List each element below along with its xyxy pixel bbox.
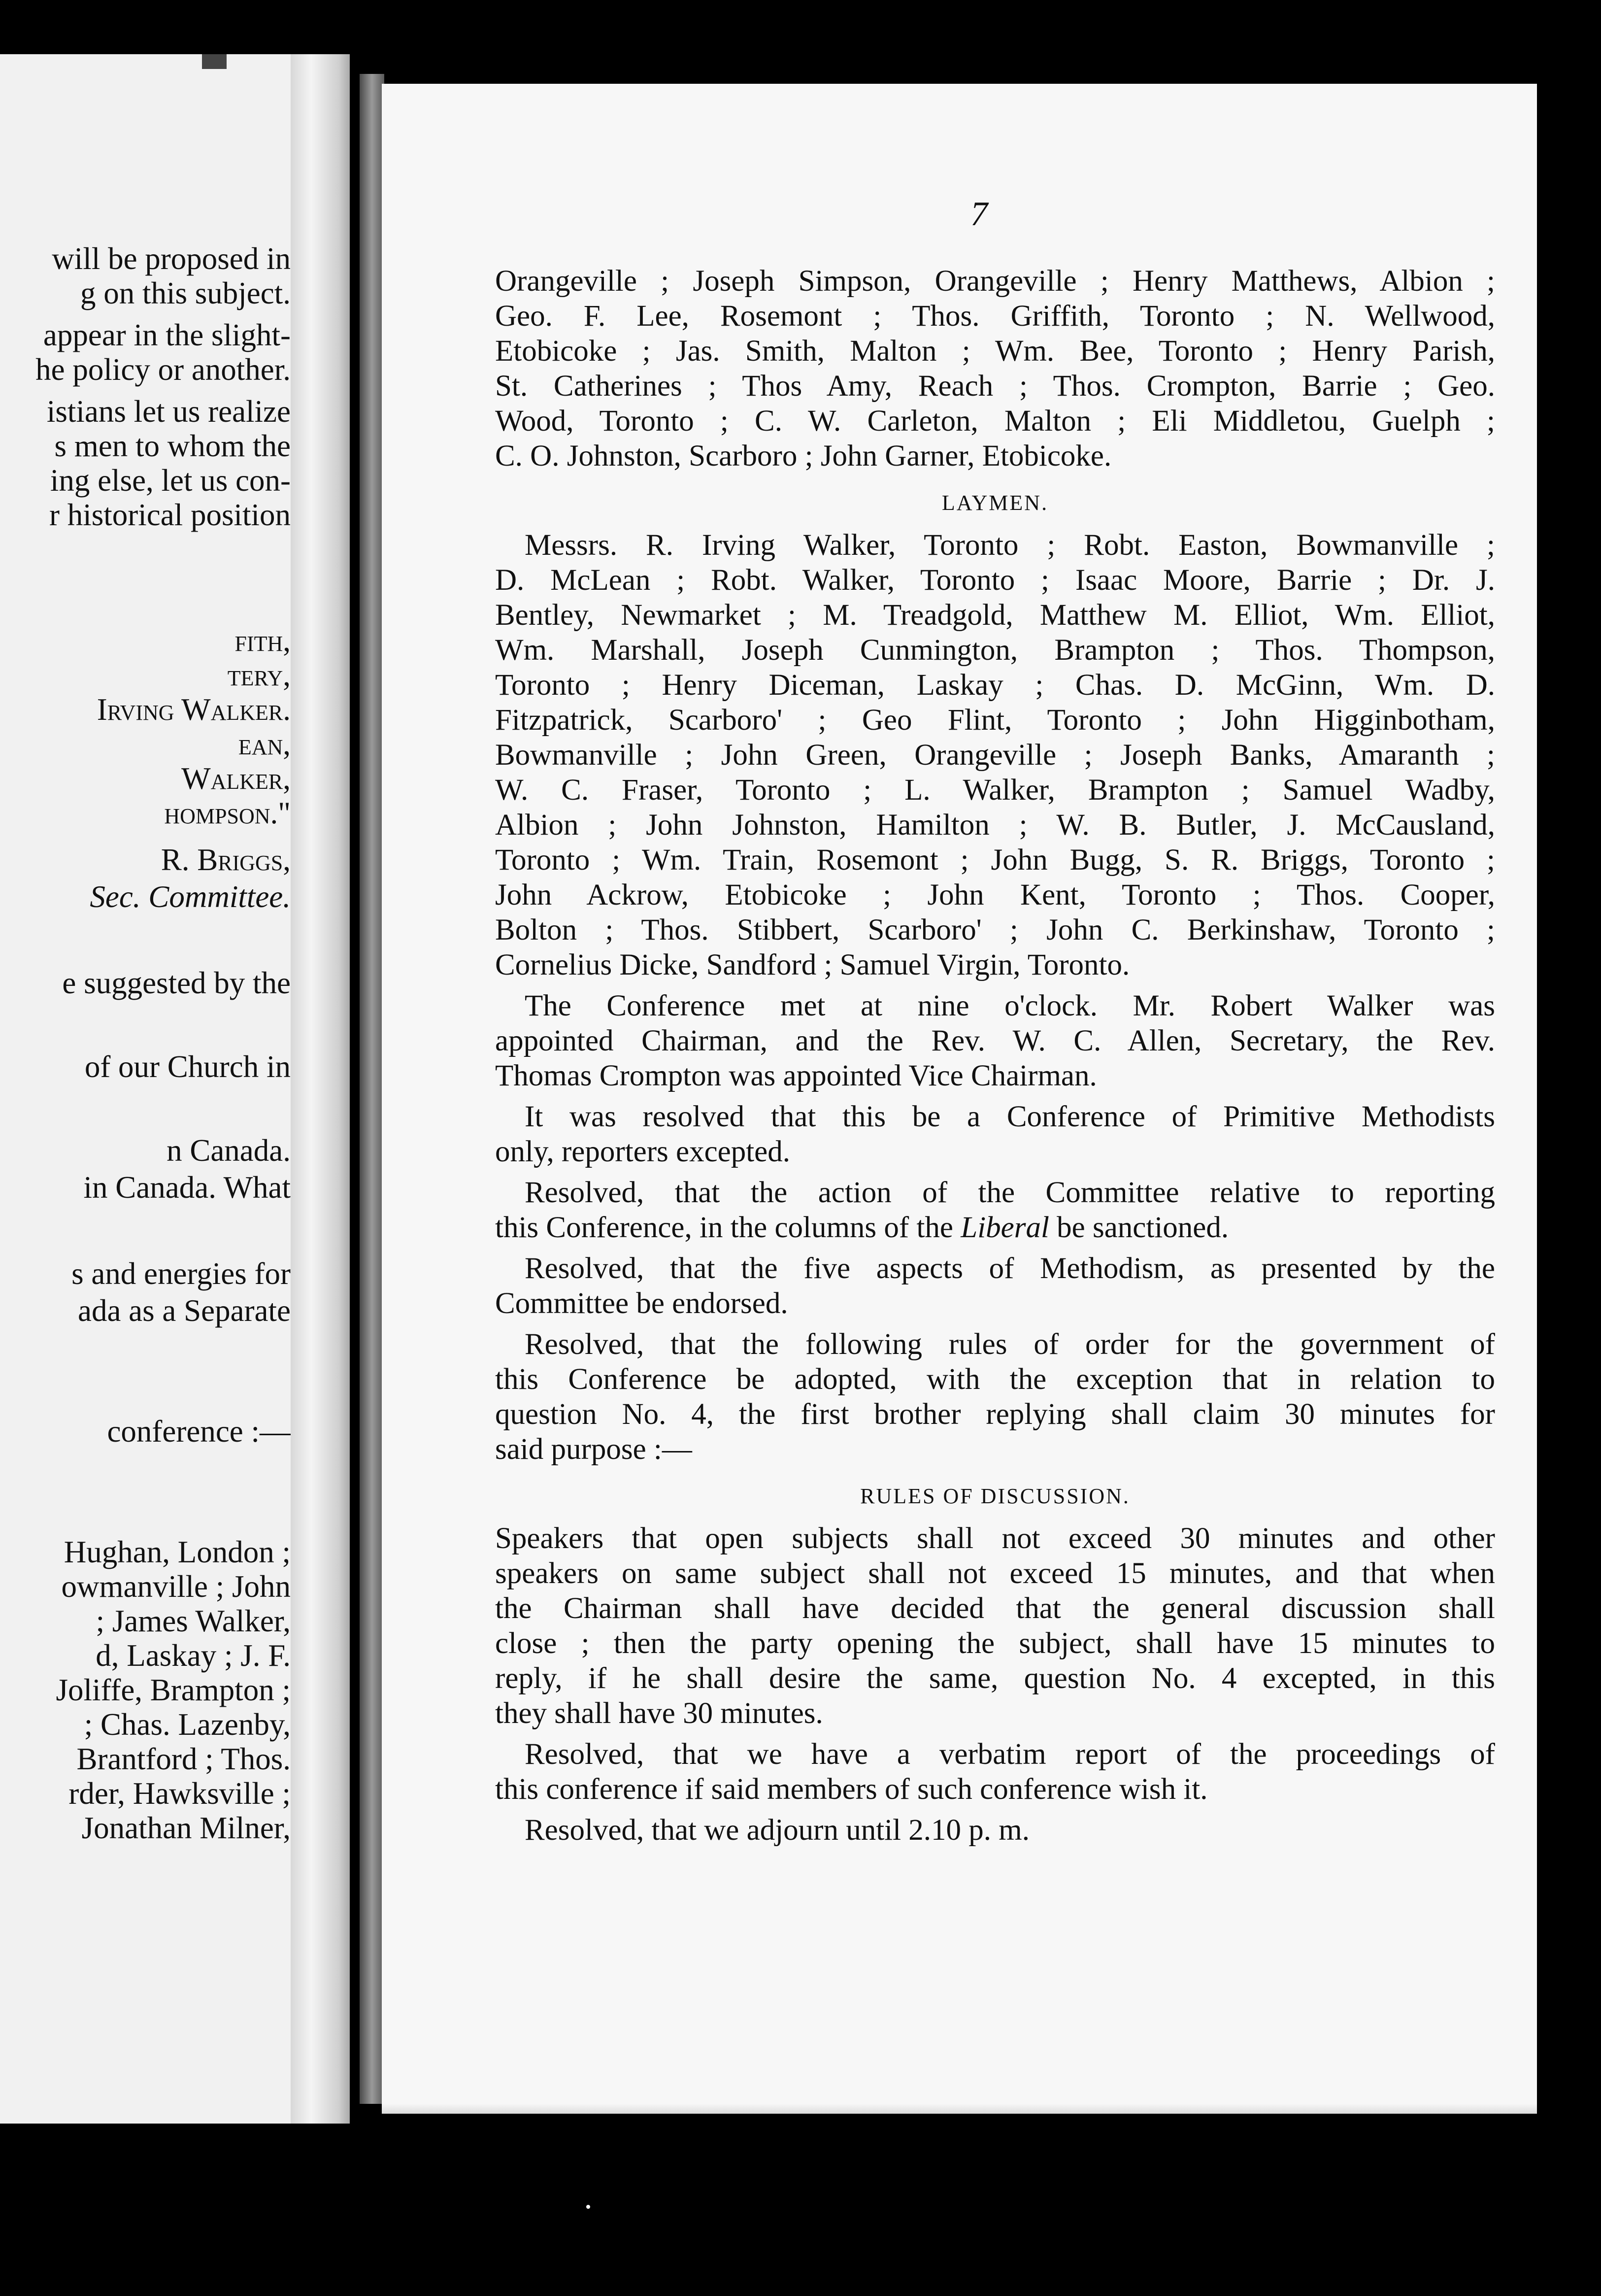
previous-page-line: owmanville ; John [61, 1569, 291, 1604]
paragraph-line: Wm. Marshall, Joseph Cunmington, Brampton ; Thos. Thompson, [495, 634, 1495, 667]
resolution-verbatim-report [495, 1737, 1495, 1807]
paragraph-line: Messrs. R. Irving Walker, Toronto ; Robt. Easton, Bowmanville ; [525, 529, 1495, 562]
paragraph-line: Resolved, that we have a verbatim report of the proceedings of [525, 1738, 1495, 1771]
paragraph-line: Cornelius Dicke, Sandford ; Samuel Virgin, Toronto. [495, 948, 1130, 981]
dust-speck [586, 2205, 590, 2209]
previous-page-line: ean, [238, 727, 291, 761]
previous-page-line: g on this subject. [80, 276, 291, 310]
previous-page [0, 54, 350, 2124]
previous-page-line: in Canada. What [83, 1170, 291, 1205]
book-gutter [291, 54, 350, 2124]
paragraph-line: W. C. Fraser, Toronto ; L. Walker, Brampton ; Samuel Wadby, [495, 774, 1495, 807]
paragraph-line [495, 1210, 1495, 1245]
paragraph-line: Bowmanville ; John Green, Orangeville ; Joseph Banks, Amaranth ; [495, 739, 1495, 772]
previous-page-line: tery, [227, 658, 291, 692]
previous-page-line: r historical position [49, 498, 291, 532]
previous-page-line: e suggested by the [62, 966, 291, 1000]
previous-page-line: istians let us realize [46, 394, 291, 429]
previous-page-line: will be proposed in [52, 241, 291, 276]
resolution-primitive-methodists [495, 1099, 1495, 1169]
laymen-heading: LAYMEN. [941, 491, 1049, 515]
paragraph-line: John Ackrow, Etobicoke ; John Kent, Toronto ; Thos. Cooper, [495, 878, 1495, 912]
resolution-reporting [495, 1175, 1495, 1245]
resolution-rules-of-order [495, 1327, 1495, 1467]
previous-page-line: Brantford ; Thos. [76, 1742, 291, 1776]
previous-page-line: s and energies for [71, 1256, 291, 1291]
paragraph-line: Etobicoke ; Jas. Smith, Malton ; Wm. Bee, Toronto ; Henry Parish, [495, 335, 1495, 368]
paragraph-line: this Conference be adopted, with the exception that in relation to [495, 1363, 1495, 1396]
paragraph-line: the Chairman shall have decided that the general discussion shall [495, 1592, 1495, 1625]
laymen-list [495, 528, 1495, 982]
paragraph-line: The Conference met at nine o'clock. Mr. Robert Walker was [525, 989, 1495, 1022]
previous-page-line: s men to whom the [54, 429, 291, 463]
previous-page-line: fith, [234, 623, 291, 658]
paragraph-line: Toronto ; Wm. Train, Rosemont ; John Bugg, S. R. Briggs, Toronto ; [495, 844, 1495, 877]
previous-page-line: he policy or another. [35, 352, 291, 387]
paragraph-line: C. O. Johnston, Scarboro ; John Garner, Etobicoke. [495, 439, 1112, 473]
paragraph-line: question No. 4, the first brother replying shall claim 30 minutes for [495, 1398, 1495, 1431]
previous-page-line: R. Briggs, [161, 843, 291, 877]
paragraph-line: they shall have 30 minutes. [495, 1697, 823, 1730]
paragraph-line: St. Catherines ; Thos Amy, Reach ; Thos. Crompton, Barrie ; Geo. [495, 370, 1495, 403]
book-binding [360, 74, 384, 2104]
page-bottom-edge [382, 2104, 1537, 2114]
book-page [382, 84, 1537, 2114]
paragraph-line: Resolved, that the five aspects of Methodism, as presented by the [525, 1252, 1495, 1285]
previous-page-line: Walker, [181, 761, 291, 796]
previous-page-line: of our Church in [84, 1049, 291, 1084]
resolution-five-aspects [495, 1251, 1495, 1321]
paragraph-line: said purpose :— [495, 1433, 692, 1466]
previous-page-line: rder, Hawksville ; [68, 1776, 291, 1811]
paragraph-line: Speakers that open subjects shall not exceed 30 minutes and other [495, 1522, 1495, 1555]
paragraph-line: speakers on same subject shall not exceed 15 minutes, and that when [495, 1557, 1495, 1590]
previous-page-line: Hughan, London ; [64, 1535, 291, 1569]
paragraph-line: Resolved, that the action of the Committee relative to reporting [525, 1176, 1495, 1209]
paragraph-line: Albion ; John Johnston, Hamilton ; W. B. Butler, J. McCausland, [495, 809, 1495, 842]
previous-page-line: ; James Walker, [96, 1604, 291, 1638]
paragraph-line: Orangeville ; Joseph Simpson, Orangeville ; Henry Matthews, Albion ; [495, 265, 1495, 298]
page-edge-band [202, 54, 227, 69]
previous-page-line: ing else, let us con- [50, 463, 291, 498]
previous-page-line: Jonathan Milner, [81, 1811, 291, 1845]
paragraph-line: Bolton ; Thos. Stibbert, Scarboro' ; John C. Berkinshaw, Toronto ; [495, 913, 1495, 946]
previous-page-line: conference :— [107, 1414, 291, 1449]
paragraph-line: Wood, Toronto ; C. W. Carleton, Malton ; Eli Middletou, Guelph ; [495, 405, 1495, 438]
previous-page-line: Joliffe, Brampton ; [56, 1673, 291, 1707]
resolution-adjourn [495, 1813, 1495, 1848]
paragraph-line: Geo. F. Lee, Rosemont ; Thos. Griffith, Toronto ; N. Wellwood, [495, 300, 1495, 333]
paragraph-line: Committee be endorsed. [495, 1287, 788, 1320]
paragraph-line: Resolved, that we adjourn until 2.10 p. m. [525, 1814, 1030, 1847]
paragraph-line: It was resolved that this be a Conference of Primitive Methodists [525, 1100, 1495, 1133]
clergy-list [495, 264, 1495, 473]
previous-page-line: ada as a Separate [78, 1293, 291, 1328]
newspaper-title: Liberal [961, 1211, 1049, 1244]
page-body [495, 264, 1495, 1854]
paragraph-line: D. McLean ; Robt. Walker, Toronto ; Isaac Moore, Barrie ; Dr. J. [495, 564, 1495, 597]
paragraph-line: Resolved, that the following rules of order for the government of [525, 1328, 1495, 1361]
previous-page-line: hompson." [164, 796, 291, 830]
previous-page-line: d, Laskay ; J. F. [96, 1638, 291, 1673]
paragraph-line: Fitzpatrick, Scarboro' ; Geo Flint, Toronto ; John Higginbotham, [495, 704, 1495, 737]
previous-page-line: ; Chas. Lazenby, [84, 1707, 291, 1742]
paragraph-line: appointed Chairman, and the Rev. W. C. Allen, Secretary, the Rev. [495, 1024, 1495, 1057]
meeting-paragraph [495, 988, 1495, 1093]
paragraph-line: Toronto ; Henry Diceman, Laskay ; Chas. D. McGinn, Wm. D. [495, 669, 1495, 702]
line-text: this Conference, in the columns of the [495, 1211, 954, 1244]
line-text: be sanctioned. [1057, 1211, 1229, 1244]
previous-page-line: Sec. Committee. [90, 879, 291, 914]
paragraph-line: reply, if he shall desire the same, question No. 4 excepted, in this [495, 1662, 1495, 1695]
previous-page-line: n Canada. [167, 1133, 291, 1168]
rules-heading: RULES OF DISCUSSION. [860, 1484, 1130, 1508]
paragraph-line: close ; then the party opening the subject, shall have 15 minutes to [495, 1627, 1495, 1660]
paragraph-line: Thomas Crompton was appointed Vice Chairman. [495, 1059, 1097, 1092]
paragraph-line: this conference if said members of such conference wish it. [495, 1773, 1208, 1806]
previous-page-line: appear in the slight- [43, 318, 291, 352]
rules-of-discussion [495, 1521, 1495, 1731]
page-number: 7 [970, 195, 988, 233]
paragraph-line: only, reporters excepted. [495, 1135, 791, 1168]
previous-page-line: Irving Walker. [97, 692, 291, 727]
paragraph-line: Bentley, Newmarket ; M. Treadgold, Matthew M. Elliot, Wm. Elliot, [495, 599, 1495, 632]
